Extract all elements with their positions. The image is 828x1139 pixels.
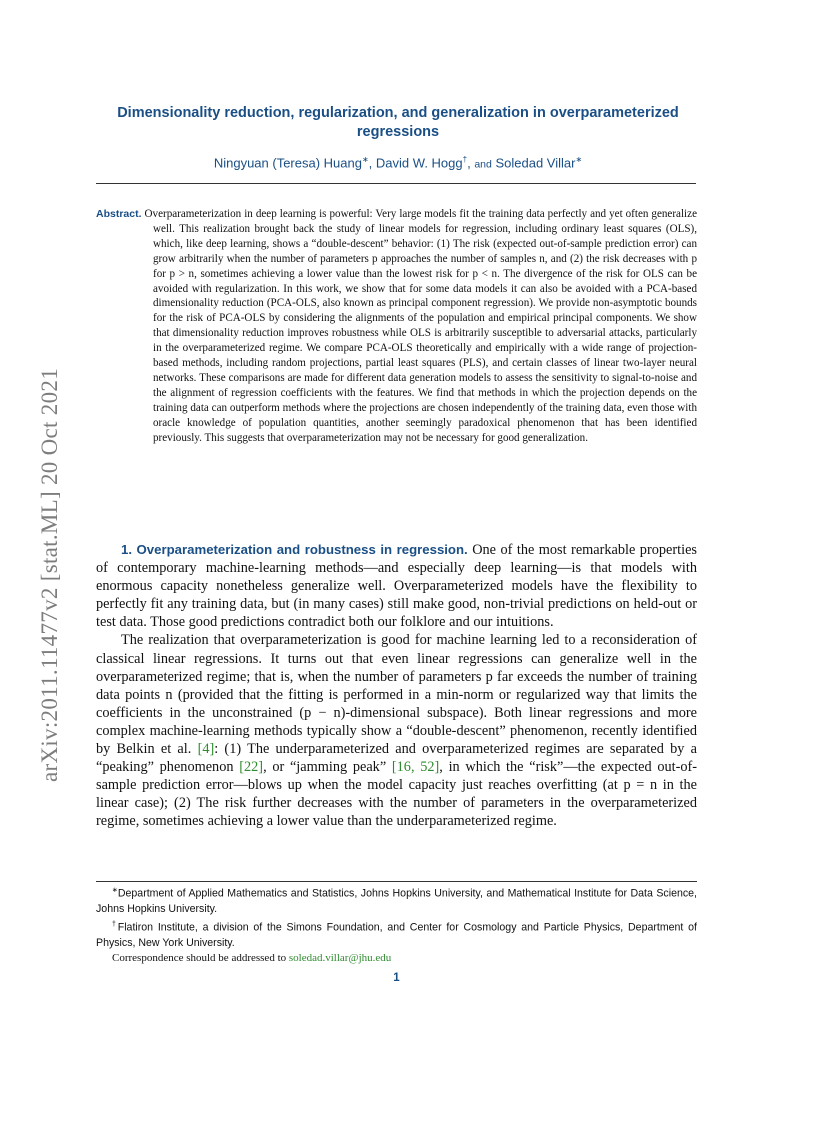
correspondence-text: Correspondence should be addressed to	[112, 951, 287, 964]
footnote	[96, 917, 697, 951]
affiliation-mark: †	[462, 155, 468, 164]
citation-link[interactable]: [4]	[197, 741, 215, 758]
footnote	[96, 883, 697, 917]
affiliation-mark: ∗	[361, 155, 369, 164]
author-name: David W. Hogg	[375, 155, 463, 171]
section-body	[96, 541, 697, 831]
footnote-mark: ∗	[112, 887, 118, 894]
section-heading: 1. Overparameterization and robustness in regression.	[121, 542, 468, 557]
paper-title: Dimensionality reduction, regularization, and generalization in overparameterized regressions	[117, 105, 679, 140]
author-separator: ,	[467, 155, 471, 171]
author-separator: ,	[368, 155, 373, 171]
author-conjunction: and	[474, 158, 492, 171]
affiliation-mark: ∗	[575, 155, 583, 164]
abstract	[96, 207, 697, 446]
paragraph-text: , in which the “risk”—the expected out-of-sample prediction error—blows up when the model capacity just reaches overfitting (at p = n in the linear case); (2) The risk further decreases with the number of parameters in the overparameterized regime, sometimes achieving a lower value than the underparameterized regime.	[96, 759, 698, 830]
correspondence-note	[96, 951, 697, 966]
arxiv-identifier-stamp: arXiv:2011.11477v2 [stat.ML] 20 Oct 2021	[37, 367, 62, 783]
author-name: Soledad Villar	[495, 155, 576, 171]
footnotes	[96, 883, 697, 966]
paragraph-text: : (1) The underparameterized and overparameterized regimes are separated by a “peaking” phenomenon	[96, 741, 697, 776]
footnote-text: Flatiron Institute, a division of the Simons Foundation, and Center for Cosmology and Particle Physics, Department of Physics, New York University.	[96, 921, 697, 949]
author-list	[96, 155, 700, 170]
citation-link[interactable]: [22]	[239, 759, 264, 776]
email-link[interactable]: soledad.villar@jhu.edu	[288, 951, 392, 964]
citation-link[interactable]: [16, 52]	[391, 759, 440, 776]
footnote-divider	[96, 881, 697, 882]
author-name: Ningyuan (Teresa) Huang	[213, 155, 362, 171]
paragraph	[96, 631, 697, 830]
abstract-label: Abstract.	[96, 208, 142, 220]
page-number: 1	[393, 972, 400, 984]
paragraph-text: The realization that overparameterization is good for machine learning led to a reconsideration of classical linear regressions. It turns out that even linear regressions can generalize well in the overparameterized regime; that is, when the number of parameters p far exceeds the number of training data points n (provided that the fitting is performed in a min-norm or regularized way that limits the coefficients in the unconstrained (p − n)-dimensional subspace). Both linear regressions and more complex machine-learning methods typically show a “double-descent” phenomenon, recently identified by Belkin et al.	[96, 632, 697, 758]
abstract-text: Overparameterization in deep learning is powerful: Very large models fit the training data perfectly and yet often generalize well. This realization brought back the study of linear models for regression, including ordinary least squares (OLS), which, like deep learning, shows a “double-descent” behavior: (1) The risk (expected out-of-sample prediction error) can grow arbitrarily when the number of parameters p approaches the number of samples n, and (2) the risk decreases with p for p > n, sometimes achieving a lower value than the lowest risk for p < n. The divergence of the risk for OLS can be avoided with regularization. In this work, we show that for some data models it can also be avoided with a PCA-based dimensionality reduction (PCA-OLS, also known as principal component regression). We provide non-asymptotic bounds for the risk of PCA-OLS by considering the alignments of the population and empirical principal components. We show that dimensionality reduction improves robustness while OLS is arbitrarily susceptible to adversarial attacks, particularly in the overparameterized regime. We compare PCA-OLS theoretically and empirically with a wide range of projection-based methods, including random projections, partial least squares (PLS), and certain classes of linear two-layer neural networks. These comparisons are made for different data generation models to assess the sensitivity to signal-to-noise and the alignment of regression coefficients with the features. We find that methods in which the projection depends on the training data can outperform methods where the projections are chosen independently of the training data, even those with oracle knowledge of population quantities, another seemingly paradoxical phenomenon that has been identified previously. This suggests that overparameterization may not be necessary for good generalization.	[144, 208, 697, 444]
footnote-text: Department of Applied Mathematics and Statistics, Johns Hopkins University, and Mathematical Institute for Data Science, Johns Hopkins University.	[96, 887, 697, 915]
paragraph-text: One of the most remarkable properties of contemporary machine-learning methods—and especially deep learning—is that models with enormous capacity nonetheless generalize well. Overparameterized models have the flexibility to perfectly fit any training data, but (in many cases) still make good, non-trivial predictions on held-out or test data. Those good predictions contradict both our folklore and our intuitions.	[96, 542, 697, 631]
paragraph	[96, 541, 697, 631]
paragraph-text: , or “jamming peak”	[263, 759, 387, 776]
footnote-mark: †	[112, 920, 118, 928]
title-divider	[96, 183, 696, 184]
